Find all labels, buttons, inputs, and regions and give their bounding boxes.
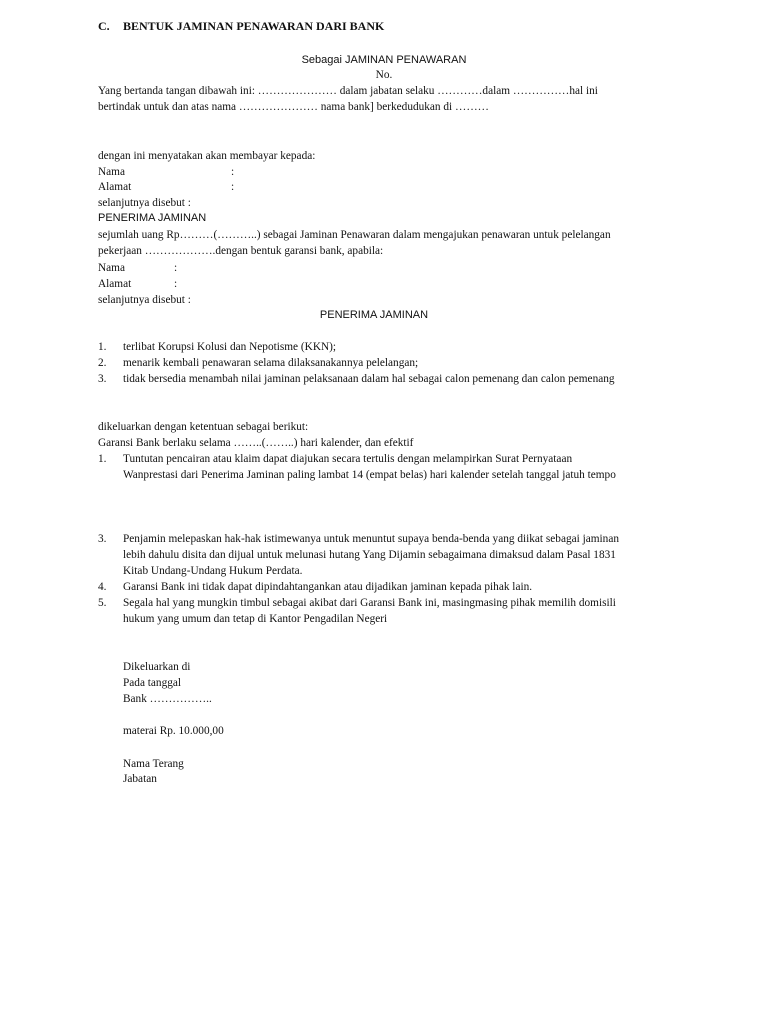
term-line: Penjamin melepaskan hak-hak istimewanya untuk menuntut supaya benda-benda yang diikat sebagai jaminan [123,533,619,545]
condition-number: 3. [98,373,107,385]
term-line: Garansi Bank ini tidak dapat dipindahtangankan atau dijadikan jaminan kepada pihak lain. [123,581,533,593]
amount-line-1: sejumlah uang Rp………(………..) sebagai Jaminan Penawaran dalam mengajukan penawaran untuk pelelangan [98,229,611,241]
condition-text: terlibat Korupsi Kolusi dan Nepotisme (KKN); [123,341,337,353]
validity-text: Garansi Bank berlaku selama ……..(……..) hari kalender, dan efektif [98,437,414,449]
issued-terms-text: dikeluarkan dengan ketentuan sebagai berikut: [98,421,309,433]
intro-line-1: Yang bertanda tangan dibawah ini: ………………… dalam jabatan selaku …………dalam ……………hal ini [98,85,598,97]
term-line: lebih dahulu disita dan dijual untuk melunasi hutang Yang Dijamin sebagaimana dimaksud dalam Pasal 1831 [123,549,616,561]
recipient-alamat-colon: : [231,181,235,193]
condition-text: tidak bersedia menambah nilai jaminan pelaksanaan dalam hal sebagai calon pemenang dan calon pemenang [123,373,615,385]
term-number: 1. [98,453,107,465]
document-number-label: No. [375,69,393,81]
term-line: Segala hal yang mungkin timbul sebagai akibat dari Garansi Bank ini, masingmasing pihak memilih domisili [123,597,616,609]
party-nama-colon: : [174,262,178,274]
term-line: Tuntutan pencairan atau klaim dapat diajukan secara tertulis dengan melampirkan Surat Pernyataan [123,453,573,465]
section-letter: C. [98,19,110,33]
issue-date-label: Pada tanggal [123,677,182,689]
term-line: Wanprestasi dari Penerima Jaminan paling lambat 14 (empat belas) hari kalender setelah tanggal jatuh tempo [123,469,616,481]
issued-at-label: Dikeluarkan di [123,661,191,673]
penerima-jaminan-1: PENERIMA JAMINAN [98,212,207,224]
term-line: Kitab Undang-Undang Hukum Perdata. [123,565,303,577]
intro-line-2: bertindak untuk dan atas nama ………………… nama bank] berkedudukan di ……… [98,101,489,113]
term-number: 4. [98,581,107,593]
term-number: 3. [98,533,107,545]
declaration-text: dengan ini menyatakan akan membayar kepada: [98,150,316,162]
recipient-alamat-label: Alamat [98,181,132,193]
document-subtitle: Sebagai JAMINAN PENAWARAN [301,54,467,66]
condition-number: 2. [98,357,107,369]
term-line: hukum yang umum dan tetap di Kantor Pengadilan Negeri [123,613,388,625]
term-number: 5. [98,597,107,609]
condition-text: menarik kembali penawaran selama dilaksanakannya pelelangan; [123,357,419,369]
bank-label: Bank …………….. [123,693,212,705]
hereinafter-text-2: selanjutnya disebut : [98,294,191,306]
recipient-nama-colon: : [231,166,235,178]
party-alamat-label: Alamat [98,278,132,290]
signatory-position-label: Jabatan [123,773,157,785]
condition-number: 1. [98,341,107,353]
recipient-nama-label: Nama [98,166,125,178]
document-heading: BENTUK JAMINAN PENAWARAN DARI BANK [123,19,385,33]
stamp-duty-label: materai Rp. 10.000,00 [123,725,224,737]
penerima-jaminan-2: PENERIMA JAMINAN [319,309,429,321]
signatory-name-label: Nama Terang [123,758,184,770]
hereinafter-text-1: selanjutnya disebut : [98,197,191,209]
party-nama-label: Nama [98,262,125,274]
party-alamat-colon: : [174,278,178,290]
amount-line-2: pekerjaan ……………….dengan bentuk garansi bank, apabila: [98,245,384,257]
